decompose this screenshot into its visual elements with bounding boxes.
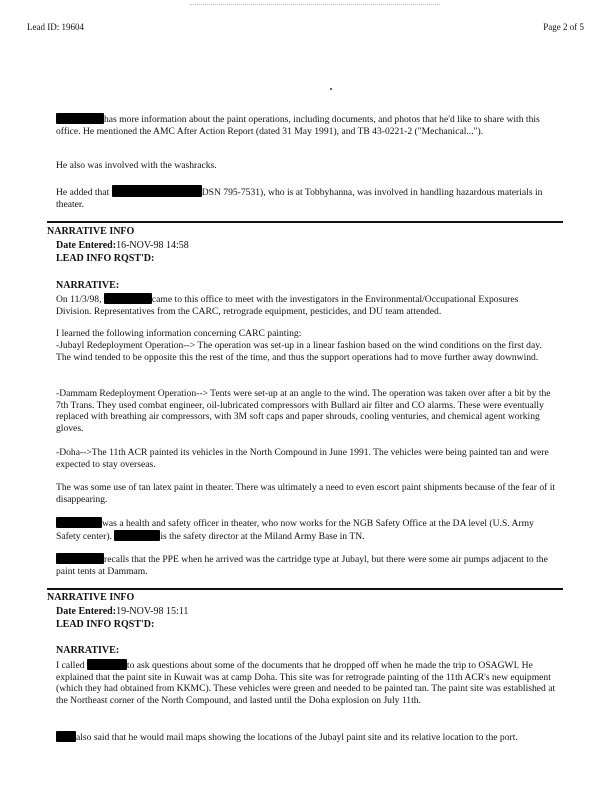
redaction-bar [56,113,104,124]
section-title: NARRATIVE INFO [47,226,135,237]
narrative-jubayl: -Jubayl Redeployment Operation--> The operation was set-up in a linear fashion based on the wind conditions on the first day. The wind tended to be opposite this the rest of the time, and thus the support operations had to move further away downwind. [56,340,542,363]
redaction-bar [112,185,202,197]
lead-info-requested: LEAD INFO RQST'D: [56,253,155,264]
scan-speck [330,88,332,90]
date-entered: Date Entered:16-NOV-98 14:58 [56,240,189,251]
narrative-label: NARRATIVE: [56,645,120,656]
narrative-maps: also said that he would mail maps showing the locations of the Jubayl paint site and its relative location to the port. [56,731,556,744]
narrative-label: NARRATIVE: [56,280,120,291]
redaction-bar [87,659,127,670]
narrative-dammam: -Dammam Redeployment Operation--> Tents were set-up at an angle to the wind. The operation was taken over after a bit by the 7th Trans. They used combat engineer, oil-lubricated compressors with Bullard air filter and CO alarms. These were eventually replaced with breathing air compressors, with 3M soft caps and paper shrouds, cooling venturies, and chemical agent working gloves. [56,388,551,434]
paragraph-hazmat: He added that DSN 795-7531), who is at Tobbyhanna, was involved in handling hazardous materials in theater. [56,187,543,210]
section-divider [47,221,563,223]
redaction-bar [114,530,160,541]
redaction-bar [56,517,102,528]
narrative-meeting: On 11/3/98, came to this office to meet with the investigators in the Environmental/Occupational Exposures Division. Representatives from the CARC, retrograde equipment, pesticides, and DU team attended. [56,294,519,317]
paragraph-washracks: He also was involved with the washracks. [56,160,217,171]
narrative-safety-officer: was a health and safety officer in theater, who now works for the NGB Safety Office at the DA level (U.S. Army Safety center). is the safety director at the Miland Army Base in TN. [56,518,534,542]
redaction-bar [104,293,152,304]
narrative-doha: -Doha-->The 11th ACR painted its vehicles in the North Compound in June 1991. The vehicles were being painted tan and were expected to stay overseas. [56,447,549,470]
narrative-latex-paint: The was some use of tan latex paint in theater. There was ultimately a need to even escort paint shipments because of the fear of it disappearing. [56,482,556,505]
scan-artifact-line [190,4,440,5]
narrative-phone-call: I called to ask questions about some of the documents that he dropped off when he made the trip to OSAGWI. He explained that the paint site in Kuwait was at camp Doha. This site was for retrograde painting of the 11th ACR's new equipment (which they had obtained from KKMC). These vehicles were green and needed to be painted tan. The paint site was established at the Northeast corner of the North Compound, and lasted until the Doha explosion on July 11th. [56,660,556,706]
narrative-carc-intro: I learned the following information concerning CARC painting: [56,328,302,339]
date-entered: Date Entered:19-NOV-98 15:11 [56,606,189,617]
paragraph-paint-info: has more information about the paint operations, including documents, and photos that he'd like to share with this office. He mentioned the AMC After Action Report (dated 31 May 1991), and TB 43-0221-2 ("Mechanical..."). [56,114,540,137]
redaction-bar [56,731,76,742]
lead-info-requested: LEAD INFO RQST'D: [56,619,155,630]
lead-id: Lead ID: 19604 [27,22,84,32]
section-divider [47,588,563,590]
redaction-bar [56,553,104,564]
section-title: NARRATIVE INFO [47,592,135,603]
page-number: Page 2 of 5 [543,22,584,32]
narrative-ppe: recalls that the PPE when he arrived was the cartridge type at Jubayl, but there were some air pumps adjacent to the paint tents at Dammam. [56,554,548,577]
